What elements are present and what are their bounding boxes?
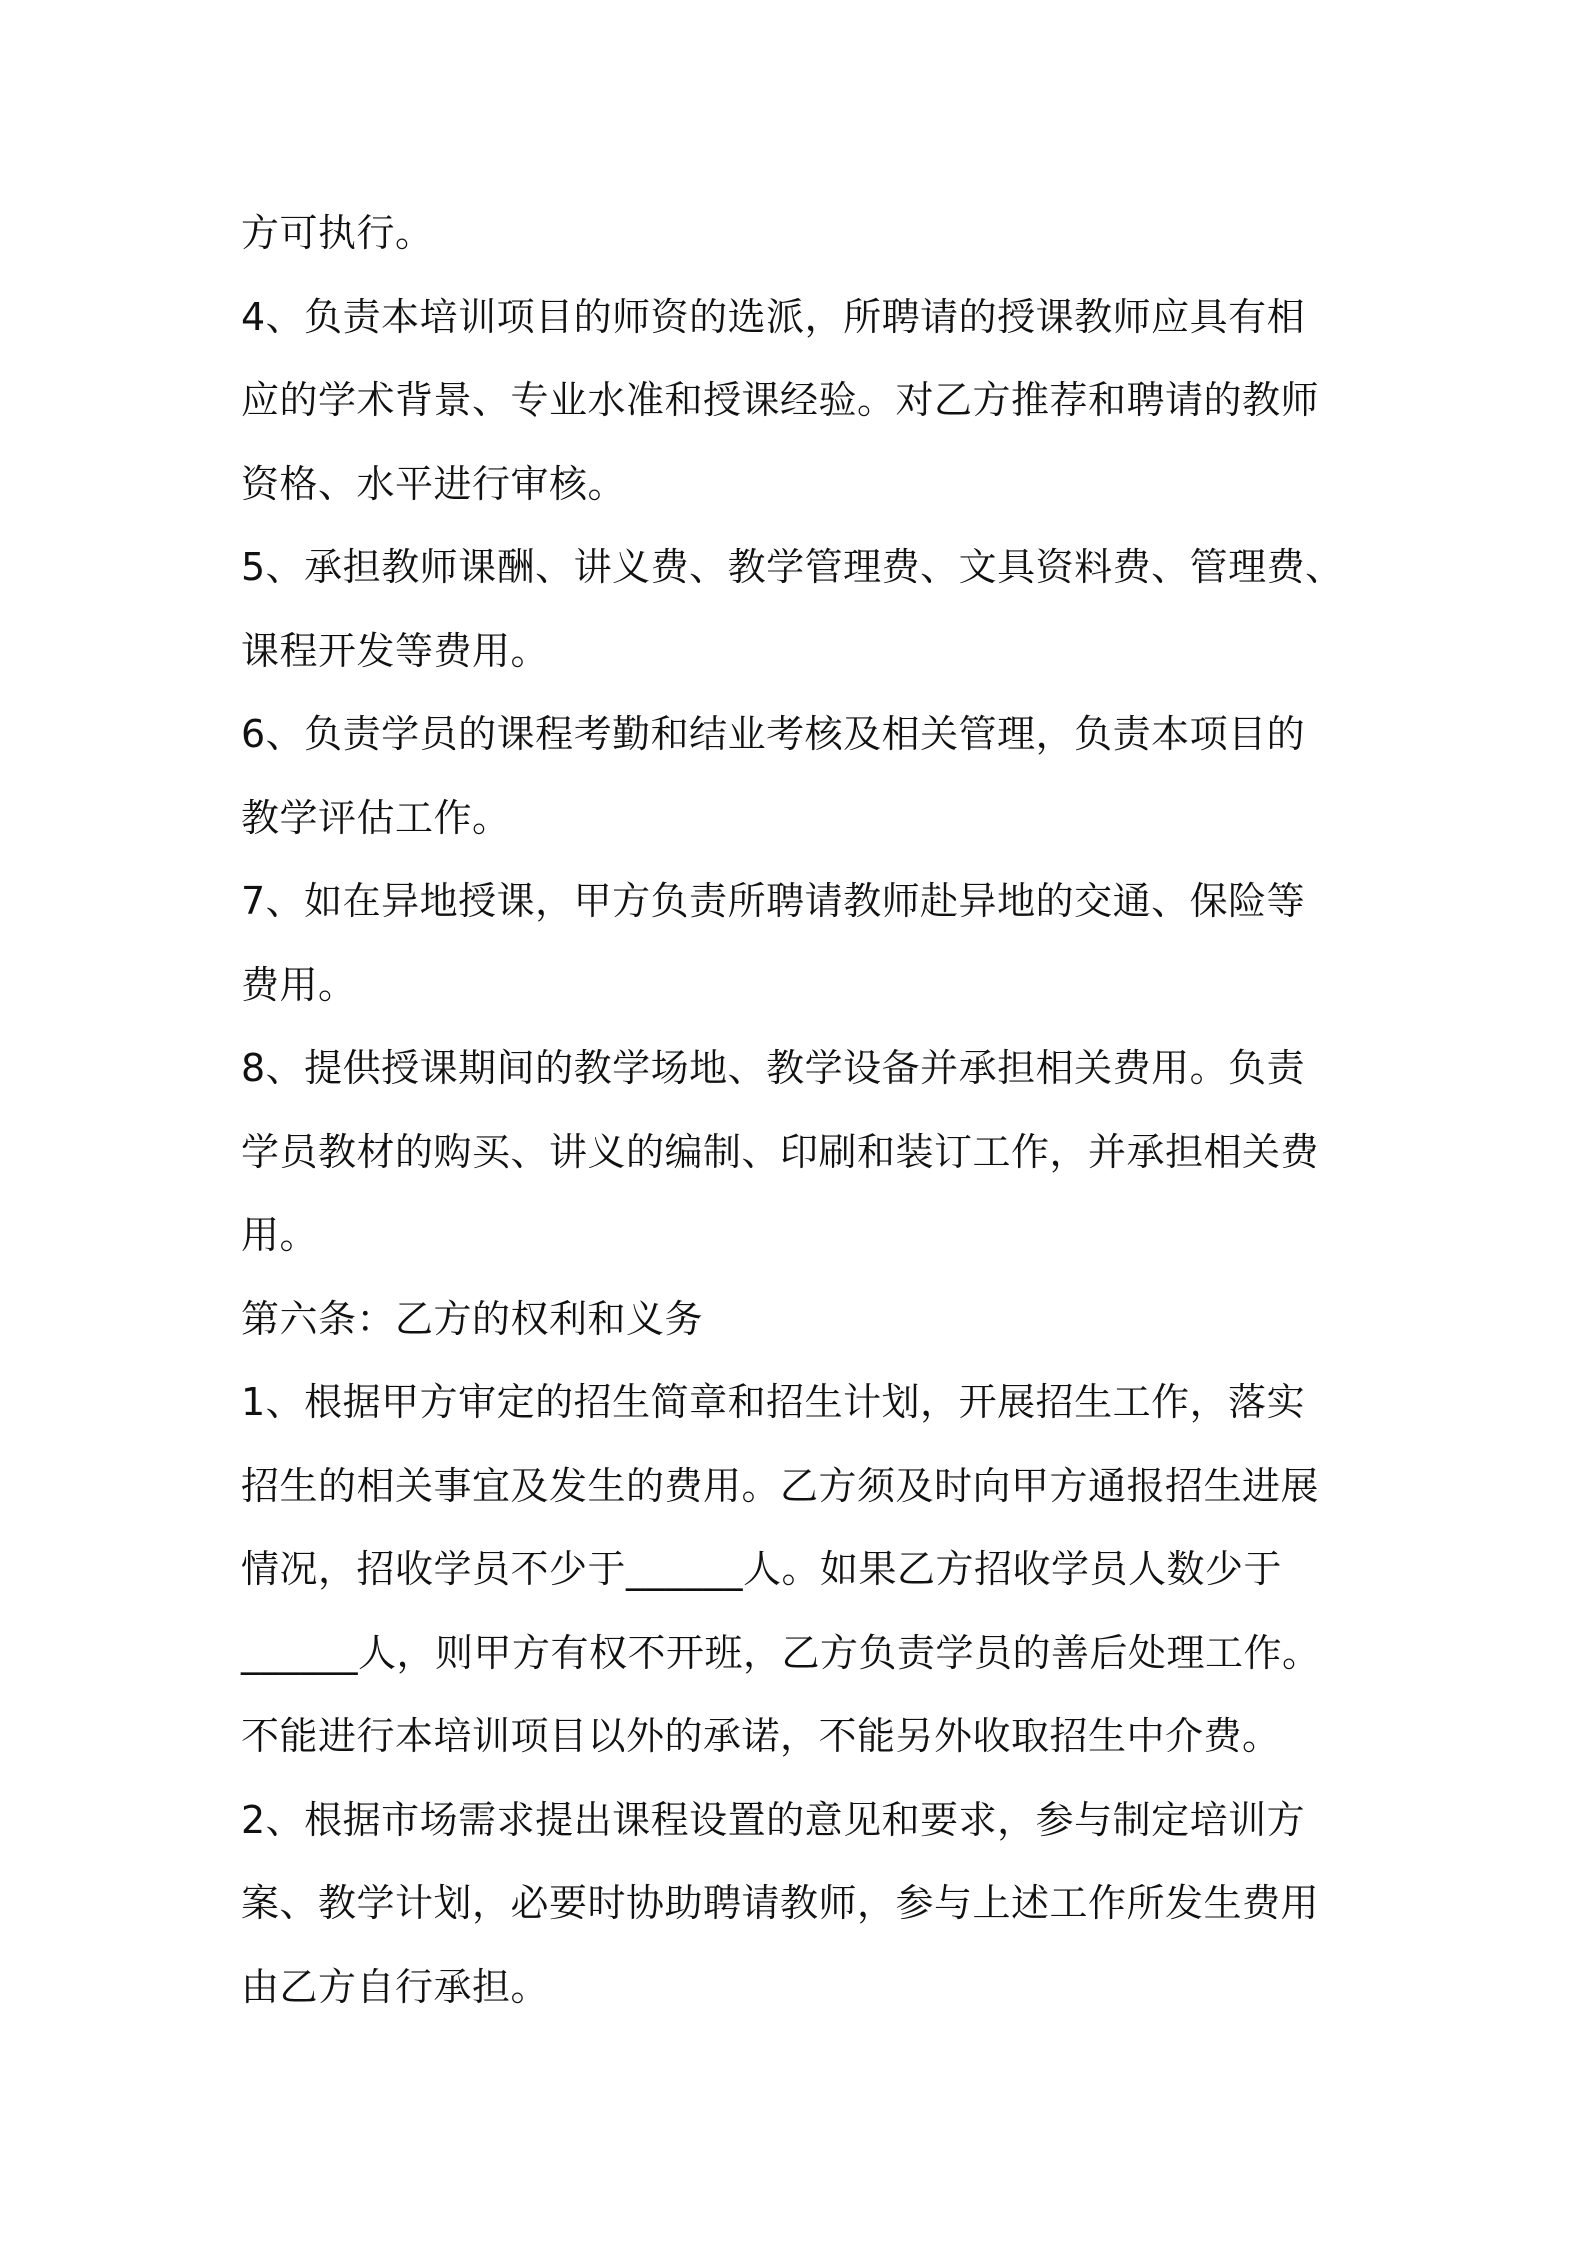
text-line: 7、如在异地授课，甲方负责所聘请教师赴异地的交通、保险等 (241, 879, 1306, 923)
text-line: 8、提供授课期间的教学场地、教学设备并承担相关费用。负责 (241, 1046, 1306, 1090)
text-line: 2、根据市场需求提出课程设置的意见和要求，参与制定培训方 (241, 1797, 1306, 1842)
text-line: 用。 (241, 1213, 319, 1257)
text-line: 方可执行。 (241, 211, 434, 255)
text-line: 由乙方自行承担。 (241, 1964, 550, 2009)
text-line: 案、教学计划，必要时协助聘请教师，参与上述工作所发生费用 (241, 1881, 1320, 1925)
section-heading: 第六条：乙方的权利和义务 (241, 1296, 704, 1341)
text-line: 应的学术背景、专业水准和授课经验。对乙方推荐和聘请的教师 (241, 378, 1320, 422)
text-line: 1、根据甲方审定的招生简章和招生计划，开展招生工作，落实 (241, 1380, 1306, 1424)
text-line: ______人，则甲方有权不开班，乙方负责学员的善后处理工作。 (241, 1630, 1321, 1675)
document-body (241, 192, 1381, 2029)
text-line: 课程开发等费用。 (241, 628, 550, 673)
text-line: 资格、水平进行审核。 (241, 461, 627, 506)
text-line: 教学评估工作。 (241, 795, 511, 840)
text-line: 5、承担教师课酬、讲义费、教学管理费、文具资料费、管理费、 (241, 545, 1344, 589)
text-line: 不能进行本培训项目以外的承诺，不能另外收取招生中介费。 (241, 1714, 1281, 1758)
text-line: 费用。 (241, 962, 357, 1007)
text-line: 情况，招收学员不少于______人。如果乙方招收学员人数少于 (241, 1547, 1283, 1591)
text-line: 6、负责学员的课程考勤和结业考核及相关管理，负责本项目的 (241, 712, 1306, 756)
text-line: 学员教材的购买、讲义的编制、印刷和装订工作，并承担相关费 (241, 1129, 1320, 1174)
text-line: 4、负责本培训项目的师资的选派，所聘请的授课教师应具有相 (241, 294, 1306, 339)
text-line: 招生的相关事宜及发生的费用。乙方须及时向甲方通报招生进展 (241, 1463, 1320, 1508)
